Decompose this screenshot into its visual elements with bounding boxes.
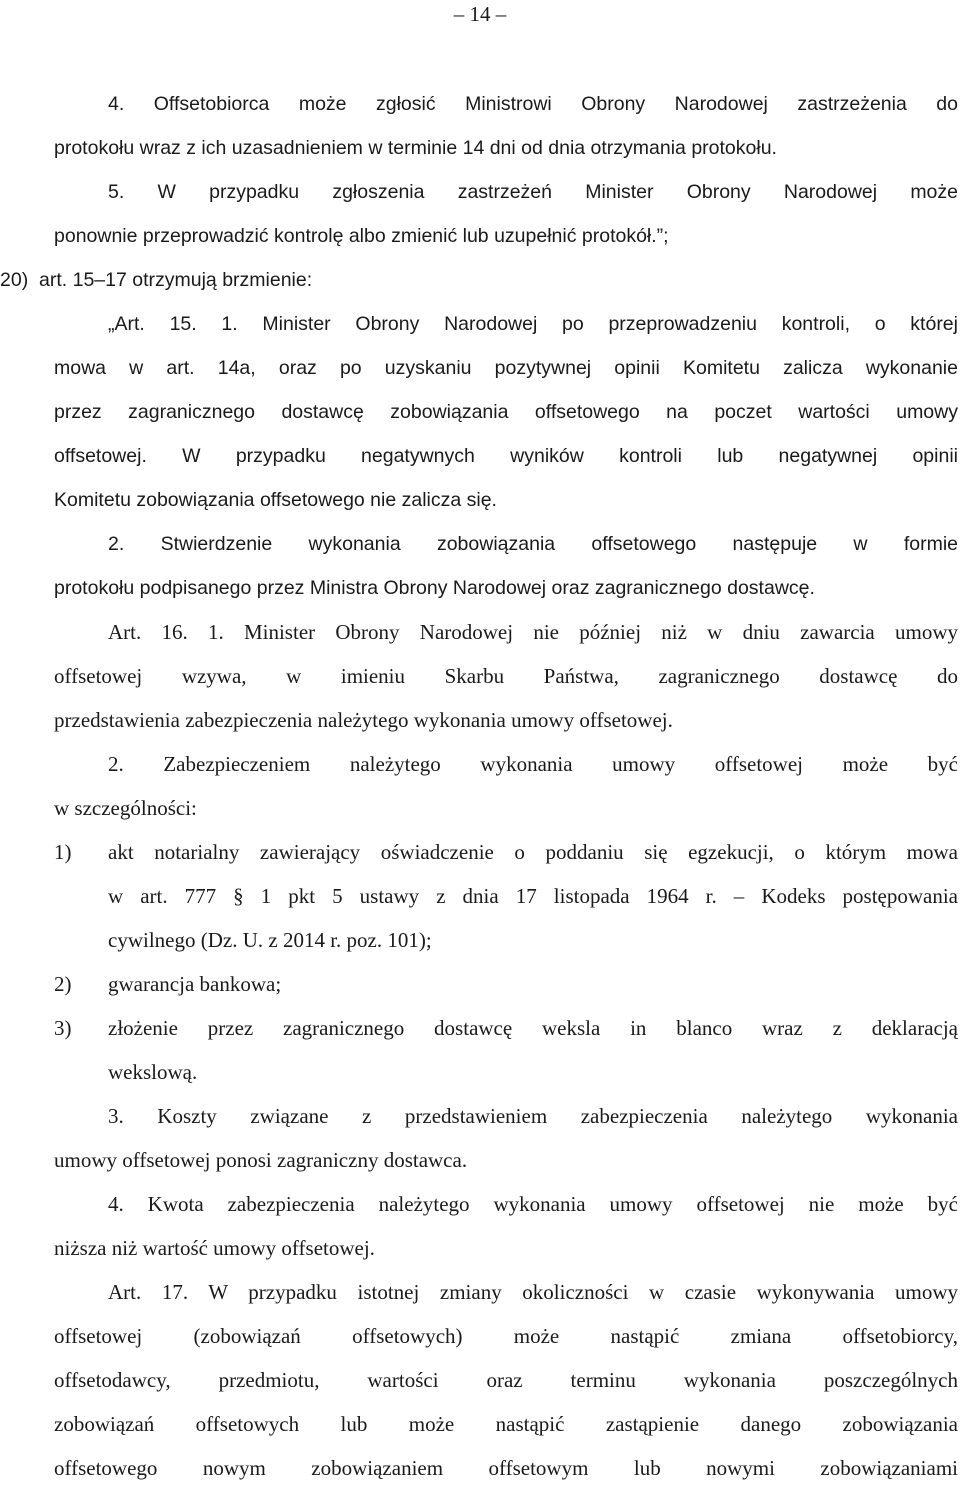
text-line: offsetowej (zobowiązań offsetowych) może nastąpić zmiana offsetobiorcy, bbox=[54, 1324, 958, 1348]
text-line: przedstawienia zabezpieczenia należytego wykonania umowy offsetowej. bbox=[54, 708, 673, 732]
list-item-number: 3) bbox=[54, 1016, 72, 1040]
text-line: Komitetu zobowiązania offsetowego nie zalicza się. bbox=[54, 489, 497, 511]
text-line: 2. Zabezpieczeniem należytego wykonania umowy offsetowej może być bbox=[108, 752, 958, 776]
text-line: Art. 17. W przypadku istotnej zmiany okoliczności w czasie wykonywania umowy bbox=[108, 1280, 958, 1304]
list-item-text: złożenie przez zagranicznego dostawcę weksla in blanco wraz z deklaracją bbox=[108, 1016, 958, 1040]
list-item-text: gwarancja bankowa; bbox=[108, 972, 282, 996]
text-line: protokołu podpisanego przez Ministra Obrony Narodowej oraz zagranicznego dostawcę. bbox=[54, 577, 815, 599]
text-line: offsetowego nowym zobowiązaniem offsetowym lub nowymi zobowiązaniami bbox=[54, 1456, 958, 1480]
list-item-text: cywilnego (Dz. U. z 2014 r. poz. 101); bbox=[108, 928, 432, 952]
text-line: 3. Koszty związane z przedstawieniem zabezpieczenia należytego wykonania bbox=[108, 1104, 958, 1128]
list-item bbox=[54, 918, 958, 962]
list-item-text: wekslową. bbox=[108, 1060, 198, 1084]
list-item bbox=[54, 1050, 958, 1094]
text-line: 2. Stwierdzenie wykonania zobowiązania offsetowego następuje w formie bbox=[108, 533, 958, 555]
text-line: w szczególności: bbox=[54, 796, 197, 820]
list-item bbox=[54, 962, 958, 1006]
list-item-number bbox=[54, 874, 108, 918]
list-item bbox=[54, 830, 958, 874]
text-line: 4. Kwota zabezpieczenia należytego wykonania umowy offsetowej nie może być bbox=[108, 1192, 958, 1216]
list-item-number bbox=[54, 918, 108, 962]
text-line: niższa niż wartość umowy offsetowej. bbox=[54, 1236, 375, 1260]
text-line: mowa w art. 14a, oraz po uzyskaniu pozytywnej opinii Komitetu zalicza wykonanie bbox=[54, 357, 958, 379]
text-line: offsetodawcy, przedmiotu, wartości oraz terminu wykonania poszczególnych bbox=[54, 1368, 958, 1392]
text-line: Art. 16. 1. Minister Obrony Narodowej nie później niż w dniu zawarcia umowy bbox=[108, 620, 958, 644]
text-line: 5. W przypadku zgłoszenia zastrzeżeń Minister Obrony Narodowej może bbox=[108, 181, 958, 203]
text-line: przez zagranicznego dostawcę zobowiązania offsetowego na poczet wartości umowy bbox=[54, 401, 958, 423]
list-item-text: akt notarialny zawierający oświadczenie o poddaniu się egzekucji, o którym mowa bbox=[108, 840, 958, 864]
paragraphs-top bbox=[0, 82, 958, 830]
text-line: umowy offsetowej ponosi zagraniczny dostawca. bbox=[54, 1148, 468, 1172]
paragraphs-bottom bbox=[54, 1094, 958, 1490]
text-line: protokołu wraz z ich uzasadnieniem w terminie 14 dni od dnia otrzymania protokołu. bbox=[54, 137, 777, 159]
document-body bbox=[0, 82, 958, 1490]
text-line: ponownie przeprowadzić kontrolę albo zmienić lub uzupełnić protokół.”; bbox=[54, 225, 669, 247]
list-item-number bbox=[54, 1050, 108, 1094]
text-line: „Art. 15. 1. Minister Obrony Narodowej po przeprowadzeniu kontroli, o której bbox=[108, 313, 958, 335]
list-item bbox=[54, 1006, 958, 1050]
text-line: offsetowej. W przypadku negatywnych wyników kontroli lub negatywnej opinii bbox=[54, 445, 958, 467]
text-line: 20) art. 15–17 otrzymują brzmienie: bbox=[0, 269, 313, 291]
list-item-number: 1) bbox=[54, 840, 72, 864]
list-item-text: w art. 777 § 1 pkt 5 ustawy z dnia 17 listopada 1964 r. – Kodeks postępowania bbox=[108, 884, 958, 908]
list-item-number: 2) bbox=[54, 972, 72, 996]
list-item bbox=[54, 874, 958, 918]
text-line: 4. Offsetobiorca może zgłosić Ministrowi Obrony Narodowej zastrzeżenia do bbox=[108, 93, 958, 115]
enumerated-list bbox=[54, 830, 958, 1094]
text-line: zobowiązań offsetowych lub może nastąpić zastąpienie danego zobowiązania bbox=[54, 1412, 958, 1436]
text-line: offsetowej wzywa, w imieniu Skarbu Państwa, zagranicznego dostawcę do bbox=[54, 664, 958, 688]
page-number: – 14 – bbox=[453, 2, 507, 26]
